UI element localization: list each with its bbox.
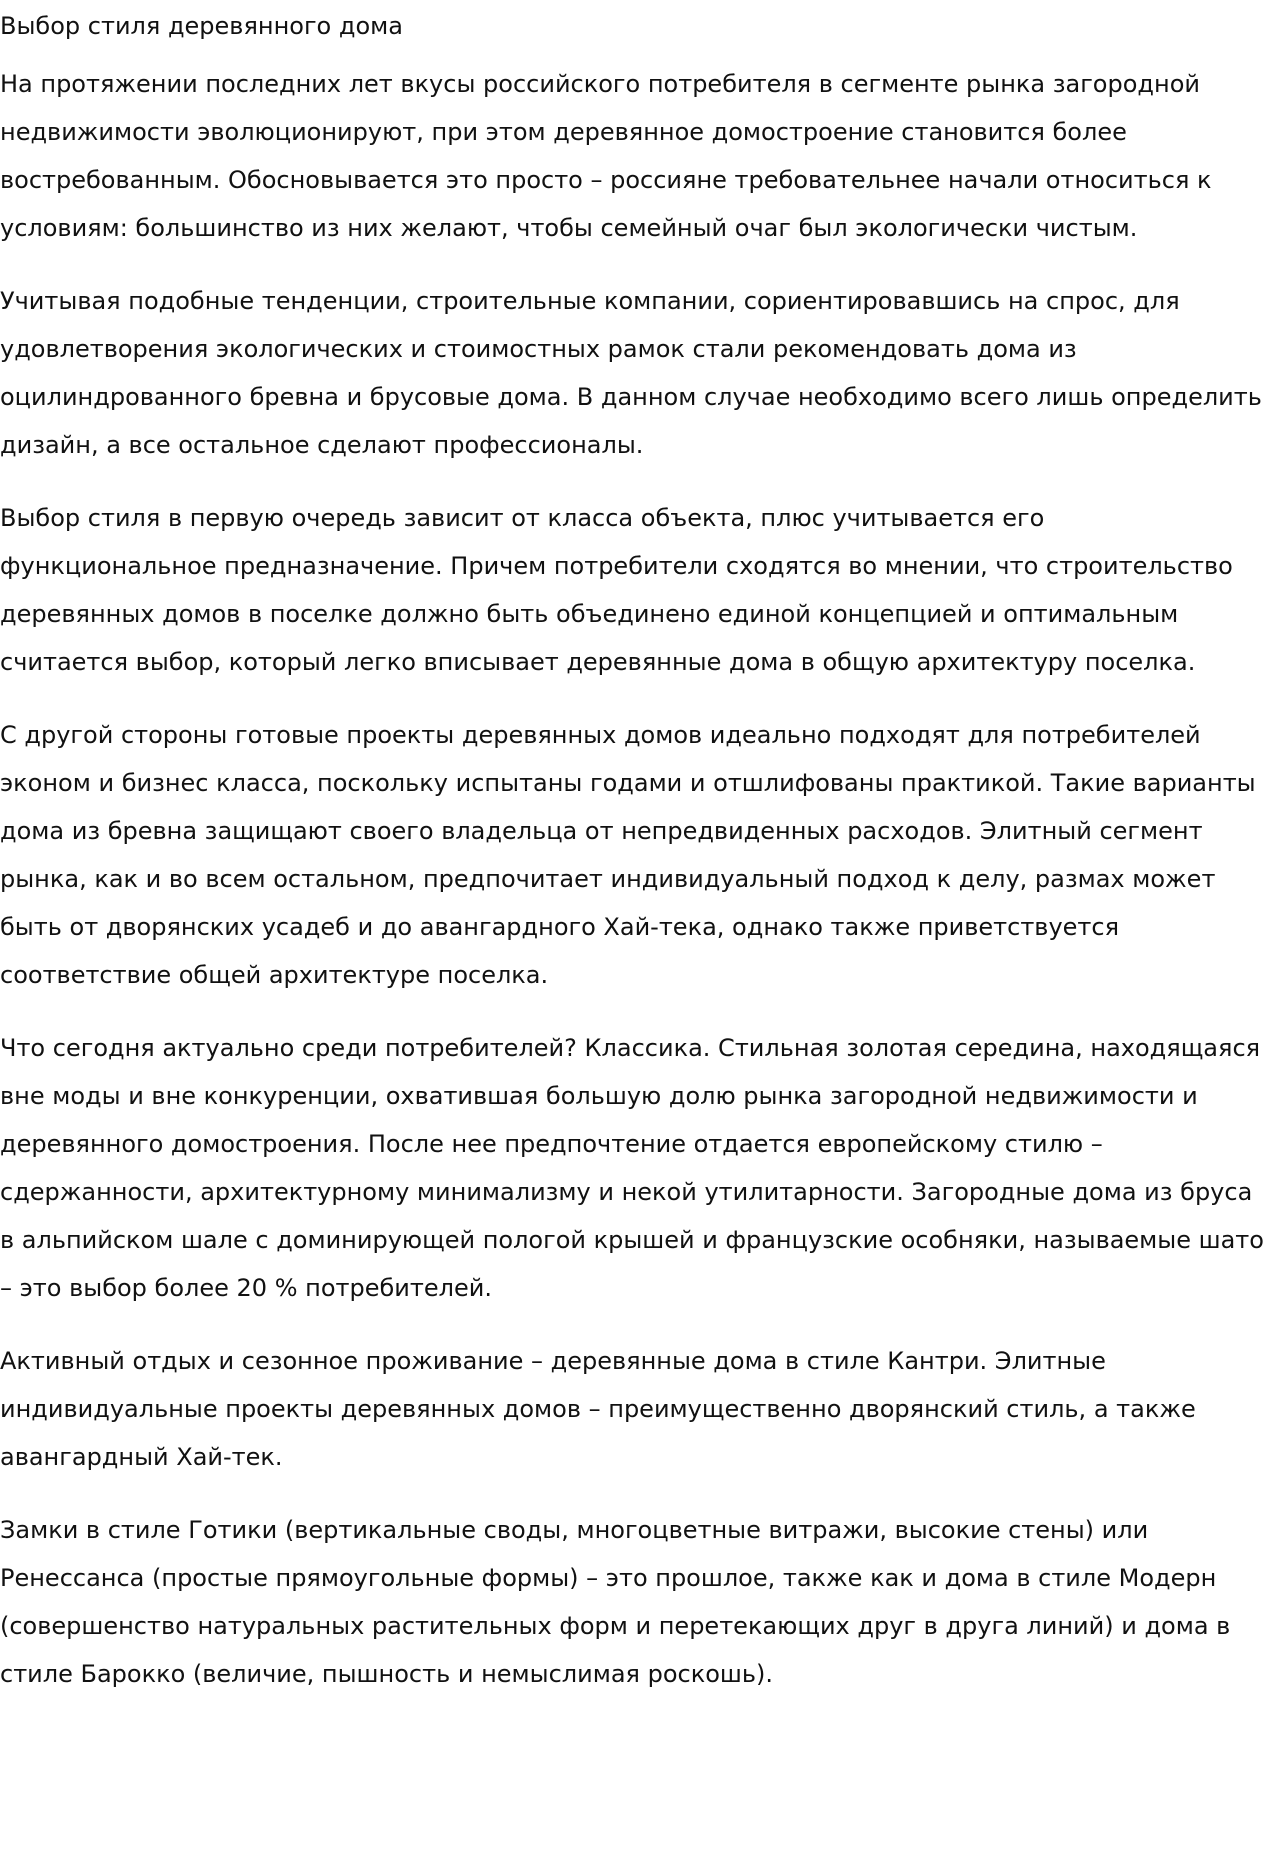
paragraph-4: С другой стороны готовые проекты деревянных домов идеально подходят для потребителей эконом и бизнес класса, поскольку испытаны годами и отшлифованы практикой. Такие варианты дома из бревна защищают своего владельца от непредвиденных расходов. Элитный сегмент рынка, как и во всем остальном, предпочитает индивидуальный подход к делу, размах может быть от дворянских усадеб и до авангардного Хай-тека, однако также приветствуется соответствие общей архитектуре поселка. xyxy=(0,721,1256,989)
paragraph-6: Активный отдых и сезонное проживание – деревянные дома в стиле Кантри. Элитные индивидуальные проекты деревянных домов – преимущественно дворянский стиль, а также авангардный Хай-тек. xyxy=(0,1347,1196,1471)
paragraph-2: Учитывая подобные тенденции, строительные компании, сориентировавшись на спрос, для удовлетворения экологических и стоимостных рамок стали рекомендовать дома из оцилиндрованного бревна и брусовые дома. В данном случае необходимо всего лишь определить дизайн, а все остальное сделают профессионалы. xyxy=(0,287,1262,459)
paragraph-5: Что сегодня актуально среди потребителей? Классика. Стильная золотая середина, находящаяся вне моды и вне конкуренции, охватившая большую долю рынка загородной недвижимости и деревянного домостроения. После нее предпочтение отдается европейскому стилю – сдержанности, архитектурному минимализму и некой утилитарности. Загородные дома из бруса в альпийском шале с доминирующей пологой крышей и французские особняки, называемые шато – это выбор более 20 % потребителей. xyxy=(0,1034,1264,1302)
article-body xyxy=(0,60,1268,1698)
paragraph-7: Замки в стиле Готики (вертикальные своды, многоцветные витражи, высокие стены) или Ренессанса (простые прямоугольные формы) – это прошлое, также как и дома в стиле Модерн (совершенство натуральных растительных форм и перетекающих друг в друга линий) и дома в стиле Барокко (величие, пышность и немыслимая роскошь). xyxy=(0,1516,1231,1688)
paragraph-3: Выбор стиля в первую очередь зависит от класса объекта, плюс учитывается его функциональное предназначение. Причем потребители сходятся во мнении, что строительство деревянных домов в поселке должно быть объединено единой концепцией и оптимальным считается выбор, который легко вписывает деревянные дома в общую архитектуру поселка. xyxy=(0,504,1233,676)
paragraph-1: На протяжении последних лет вкусы российского потребителя в сегменте рынка загородной недвижимости эволюционируют, при этом деревянное домостроение становится более востребованным. Обосновывается это просто – россияне требовательнее начали относиться к условиям: большинство из них желают, чтобы семейный очаг был экологически чистым. xyxy=(0,70,1212,242)
page-title: Выбор стиля деревянного дома xyxy=(0,12,403,40)
